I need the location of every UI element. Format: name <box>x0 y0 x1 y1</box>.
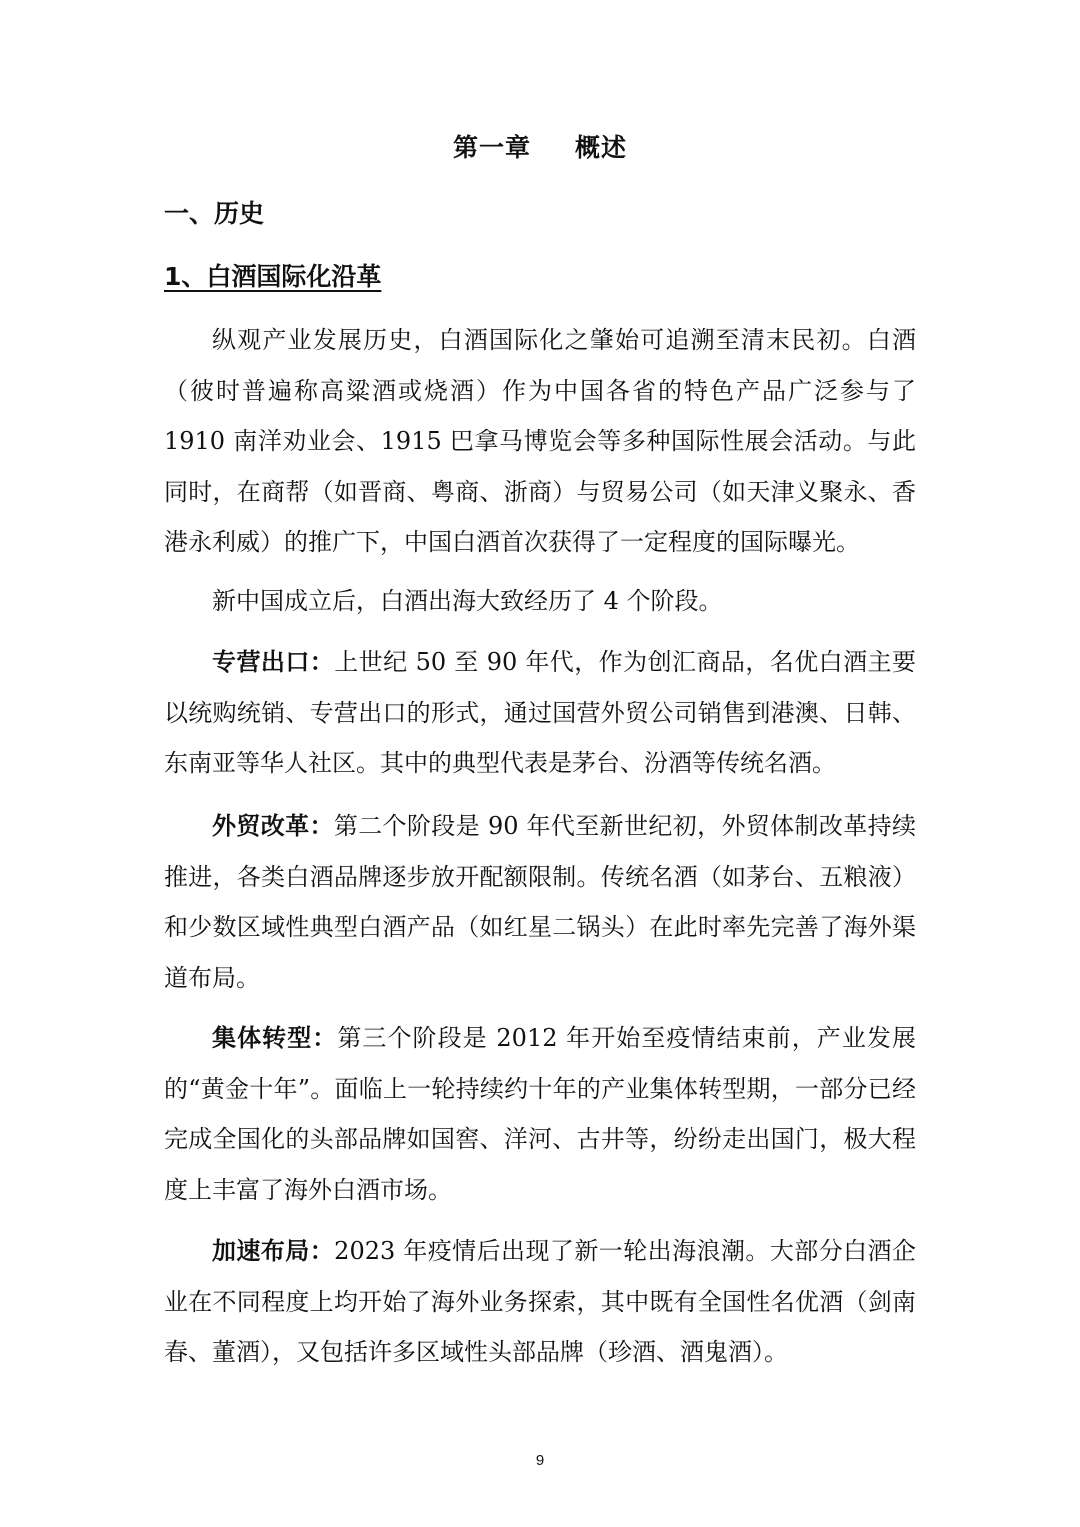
paragraph-stage-3 <box>164 1013 916 1215</box>
section-heading: 一、历史 <box>164 199 265 228</box>
chapter-title <box>0 128 1080 164</box>
paragraph-stage-1 <box>164 637 916 789</box>
chapter-label: 第一章 <box>452 133 531 162</box>
page-number: 9 <box>535 1452 545 1469</box>
paragraph-four-stages: 新中国成立后，白酒出海大致经历了 4 个阶段。 <box>212 587 723 615</box>
paragraph-stage-4 <box>164 1226 916 1378</box>
paragraph-history-origin: 纵观产业发展历史，白酒国际化之肇始可追溯至清末民初。白酒（彼时普遍称高粱酒或烧酒）作为中国各省的特色产品广泛参与了1910 南洋劝业会、1915 巴拿马博览会等多种国际性展会活动。与此同时，在商帮（如晋商、粤商、浙商）与贸易公司（如天津义聚永、香港永利威）的推广下，中国白酒首次获得了一定程度的国际曝光。 <box>164 326 916 556</box>
stage-3-text: 第三个阶段是 2012 年开始至疫情结束前，产业发展的“黄金十年”。面临上一轮持续约十年的产业集体转型期，一部分已经完成全国化的头部品牌如国窖、洋河、古井等，纷纷走出国门，极大程度上丰富了海外白酒市场。 <box>164 1024 917 1204</box>
stage-4-text: 2023 年疫情后出现了新一轮出海浪潮。大部分白酒企业在不同程度上均开始了海外业务探索，其中既有全国性名优酒（剑南春、董酒），又包括许多区域性头部品牌（珍酒、酒鬼酒）。 <box>164 1237 916 1366</box>
stage-4-label: 加速布局： <box>212 1237 335 1265</box>
stage-1-text: 上世纪 50 至 90 年代，作为创汇商品，名优白酒主要以统购统销、专营出口的形式，通过国营外贸公司销售到港澳、日韩、东南亚等华人社区。其中的典型代表是茅台、汾酒等传统名酒。 <box>164 648 917 777</box>
stage-3-label: 集体转型： <box>212 1024 338 1052</box>
stage-2-text: 第二个阶段是 90 年代至新世纪初，外贸体制改革持续推进，各类白酒品牌逐步放开配额限制。传统名酒（如茅台、五粮液）和少数区域性典型白酒产品（如红星二锅头）在此时率先完善了海外渠道布局。 <box>164 812 917 992</box>
chapter-name: 概述 <box>575 133 628 162</box>
sub-heading: 1、白酒国际化沿革 <box>164 262 382 291</box>
stage-1-label: 专营出口： <box>212 648 335 676</box>
stage-2-label: 外贸改革： <box>212 812 334 840</box>
paragraph-stage-2 <box>164 801 916 1003</box>
